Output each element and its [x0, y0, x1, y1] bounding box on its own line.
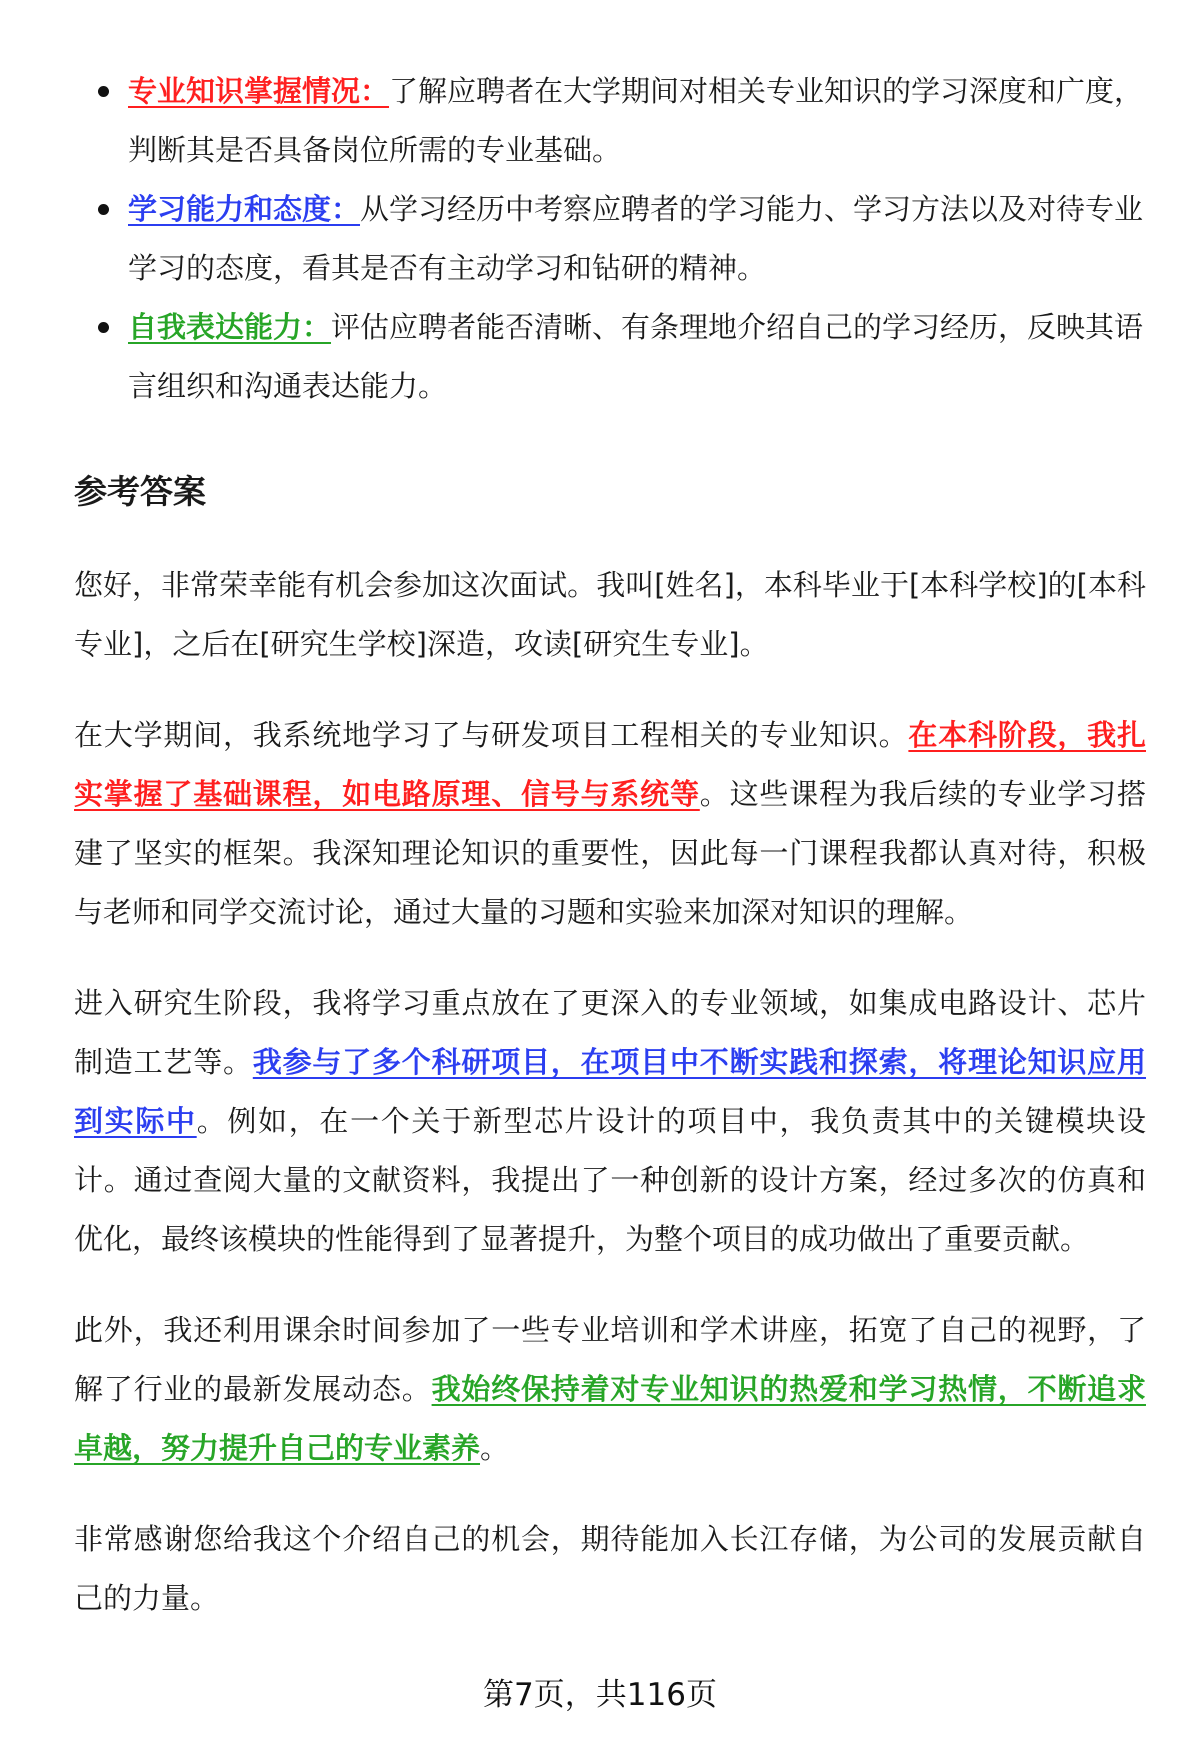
criteria-list [74, 62, 1146, 416]
highlight-text: 我始终保持着对专业知识的热爱和学习热情，不断追求卓越，努力提升自己的专业素养 [74, 1372, 1146, 1465]
paragraph-text: 在大学期间，我系统地学习了与研发项目工程相关的专业知识。 [74, 718, 909, 752]
paragraph-text: 此外，我还利用课余时间参加了一些专业培训和学术讲座，拓宽了自己的视野，了解了行业的最新发展动态。 [74, 1313, 1146, 1406]
bullet-dot-icon [98, 86, 109, 97]
criteria-text: 从学习经历中考察应聘者的学习能力、学习方法以及对待专业学习的态度，看其是否有主动学习和钻研的精神。 [128, 192, 1144, 285]
criteria-label: 自我表达能力： [128, 310, 332, 344]
highlight-text: 我参与了多个科研项目，在项目中不断实践和探索，将理论知识应用到实际中 [74, 1045, 1146, 1138]
paragraph-text: 。例如，在一个关于新型芯片设计的项目中，我负责其中的关键模块设计。通过查阅大量的文献资料，我提出了一种创新的设计方案，经过多次的仿真和优化，最终该模块的性能得到了显著提升，为整个项目的成功做出了重要贡献。 [74, 1104, 1146, 1256]
bullet-dot-icon [98, 322, 109, 333]
paragraph-text: 您好，非常荣幸能有机会参加这次面试。我叫[姓名]，本科毕业于[本科学校]的[本科专业]，之后在[研究生学校]深造，攻读[研究生专业]。 [74, 568, 1146, 661]
criteria-text: 了解应聘者在大学期间对相关专业知识的学习深度和广度，判断其是否具备岗位所需的专业基础。 [128, 74, 1144, 167]
document-content [74, 62, 1146, 1628]
list-item [74, 62, 1146, 180]
paragraph-text: 。 [480, 1431, 510, 1465]
list-item [74, 180, 1146, 298]
criteria-label: 学习能力和态度： [128, 192, 361, 226]
criteria-text: 评估应聘者能否清晰、有条理地介绍自己的学习经历，反映其语言组织和沟通表达能力。 [128, 310, 1144, 403]
list-item [74, 298, 1146, 416]
answer-paragraph-greeting [74, 556, 1146, 674]
answer-paragraph-extracurricular [74, 1301, 1146, 1478]
criteria-label: 专业知识掌握情况： [128, 74, 390, 108]
answer-paragraph-undergrad [74, 706, 1146, 942]
answer-paragraph-graduate [74, 974, 1146, 1269]
bullet-dot-icon [98, 204, 109, 215]
paragraph-text: 进入研究生阶段，我将学习重点放在了更深入的专业领域，如集成电路设计、芯片制造工艺等。 [74, 986, 1146, 1079]
section-title: 参考答案 [74, 472, 206, 511]
page-number: 第7页，共116页 [483, 1677, 717, 1713]
highlight-text: 在本科阶段，我扎实掌握了基础课程，如电路原理、信号与系统等 [74, 718, 1146, 811]
answer-paragraph-closing [74, 1510, 1146, 1628]
paragraph-text: 非常感谢您给我这个介绍自己的机会，期待能加入长江存储，为公司的发展贡献自己的力量。 [74, 1522, 1146, 1615]
paragraph-text: 。这些课程为我后续的专业学习搭建了坚实的框架。我深知理论知识的重要性，因此每一门课程我都认真对待，积极与老师和同学交流讨论，通过大量的习题和实验来加深对知识的理解。 [74, 777, 1146, 929]
